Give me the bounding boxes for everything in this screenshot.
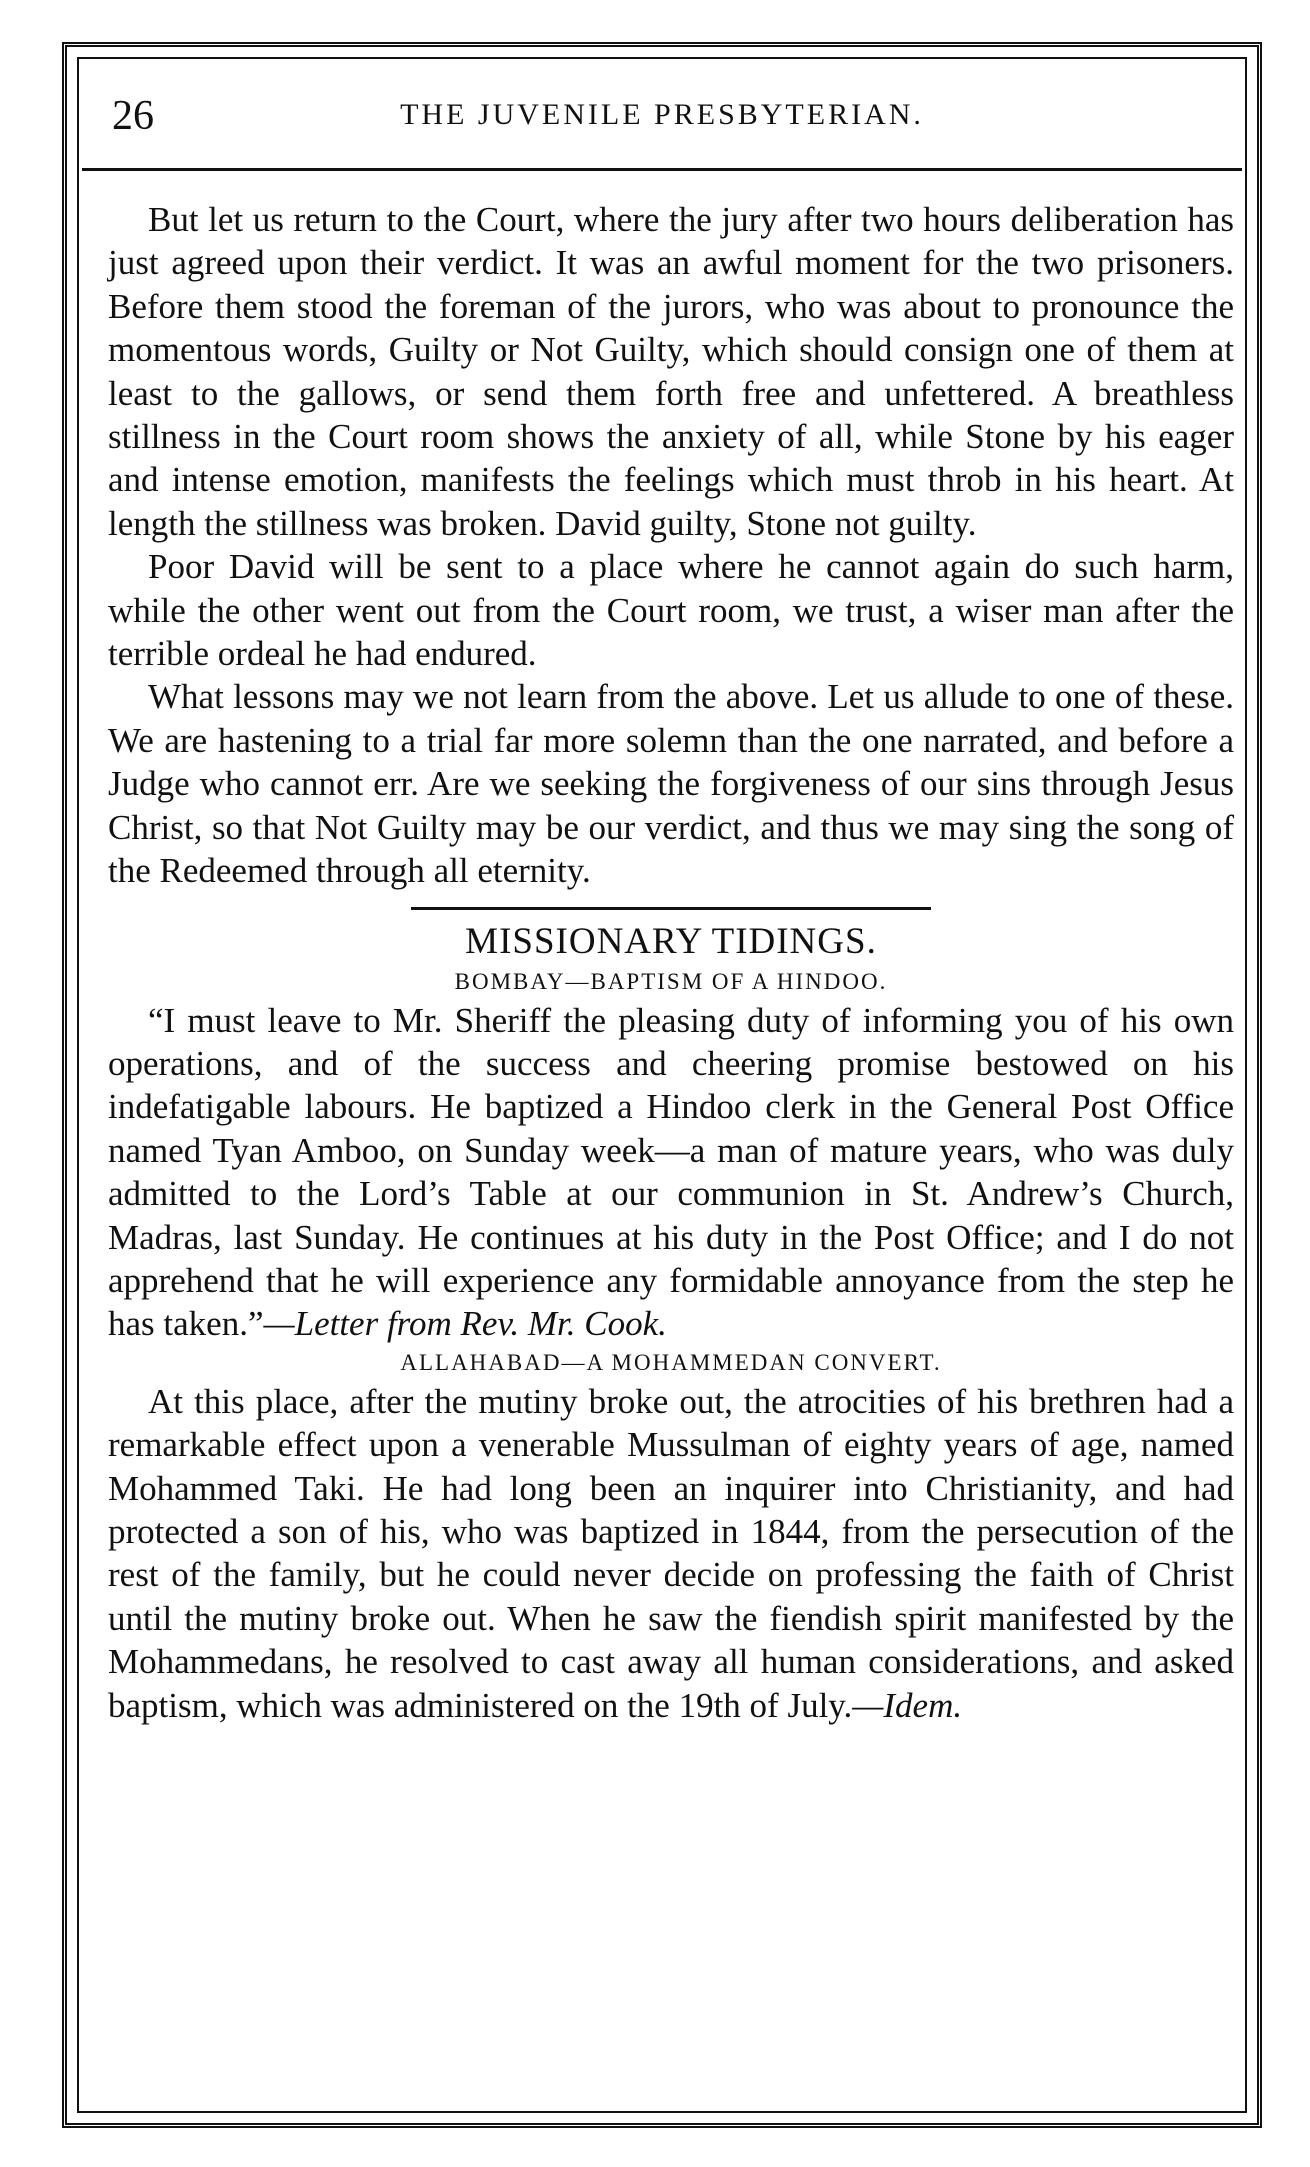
page-body (108, 198, 1234, 1727)
allahabad-text: At this place, after the mutiny broke out, the atrocities of his brethren had a remarkable effect upon a venerable Mussulman of eighty years of age, named Mohammed Taki. He had long been an inquirer into Christianity, and had protected a son of his, who was baptized in 1844, from the persecution of the rest of the family, but he could never decide on professing the faith of Christ until the mutiny broke out. When he saw the fiendish spirit manifested by the Mohammedans, he resolved to cast away all human considerations, and asked baptism, which was administered on the 19th of July. (108, 1381, 1234, 1725)
article-paragraph: But let us return to the Court, where the jury after two hours deliberation has just agreed upon their verdict. It was an awful moment for the two prisoners. Before them stood the foreman of the jurors, who was about to pronounce the momentous words, Guilty or Not Guilty, which should consign one of them at least to the gallows, or send them forth free and unfettered. A breathless stillness in the Court room shows the anxiety of all, while Stone by his eager and intense emotion, manifests the feelings which must throb in his heart. At length the stillness was broken. David guilty, Stone not guilty. (108, 200, 1234, 543)
bombay-text: “I must leave to Mr. Sheriff the pleasing duty of informing you of his own operations, and of the success and cheering promise bestowed on his indefatigable labours. He baptized a Hindoo clerk in the General Post Office named Tyan Amboo, on Sunday week—a man of mature years, who was duly admitted to the Lord’s Table at our communion in St. Andrew’s Church, Madras, last Sunday. He continues at his duty in the Post Office; and I do not apprehend that he will experience any formidable annoyance from the step he has taken.” (108, 1000, 1234, 1344)
allahabad-paragraph (108, 1380, 1234, 1727)
bombay-source: —Letter from Rev. Mr. Cook. (263, 1304, 667, 1344)
section-title: MISSIONARY TIDINGS. (465, 920, 877, 962)
bombay-paragraph (108, 999, 1234, 1346)
page-header (82, 86, 1242, 156)
section-separator (411, 907, 931, 910)
article-paragraph: Poor David will be sent to a place where he cannot again do such harm, while the other went out from the Court room, we trust, a wiser man after the terrible ordeal he had endured. (108, 547, 1234, 674)
article-paragraph: What lessons may we not learn from the above. Let us allude to one of these. We are hastening to a trial far more solemn than the one narrated, and before a Judge who cannot err. Are we seeking the forgiveness of our sins through Jesus Christ, so that Not Guilty may be our verdict, and thus we may sing the song of the Redeemed through all eternity. (108, 677, 1234, 891)
header-rule (82, 168, 1242, 171)
subheading-bombay: BOMBAY—BAPTISM OF A HINDOO. (454, 968, 888, 994)
subheading-allahabad: ALLAHABAD—A MOHAMMEDAN CONVERT. (400, 1349, 942, 1375)
running-head: THE JUVENILE PRESBYTERIAN. (400, 98, 924, 131)
allahabad-source: —Idem. (852, 1685, 963, 1725)
page-number: 26 (112, 93, 154, 139)
